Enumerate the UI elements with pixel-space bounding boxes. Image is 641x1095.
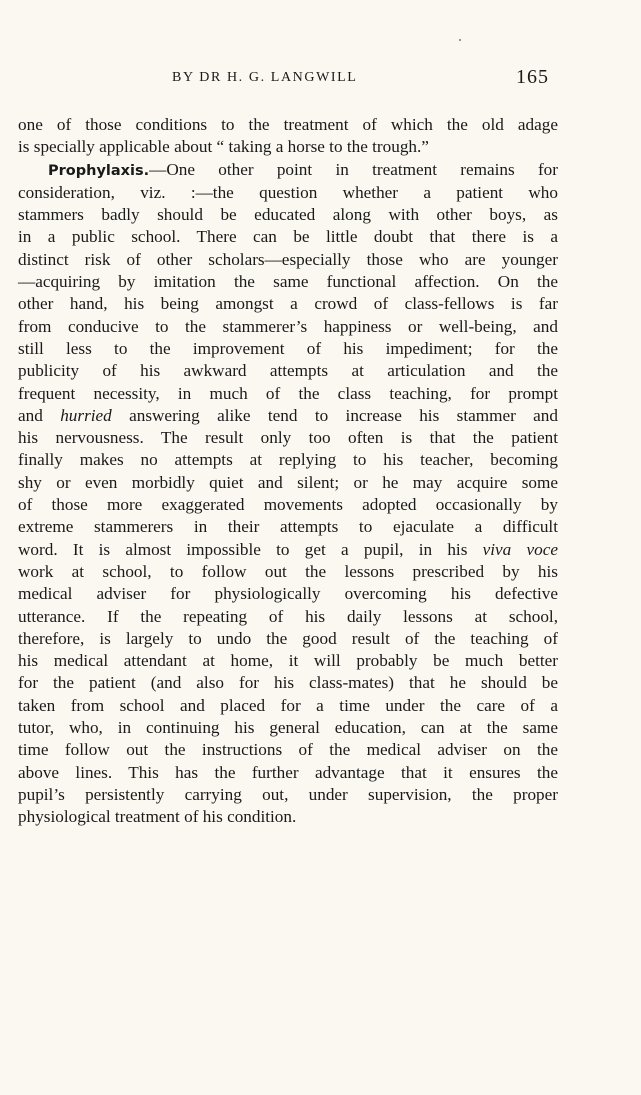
text-line: his medical attendant at home, it will probably be much better xyxy=(18,651,558,671)
text-line: other hand, his being amongst a crowd of class-fellows is far xyxy=(18,294,558,314)
running-head: BY DR H. G. LANGWILL xyxy=(172,70,358,85)
text-line: tutor, who, in continuing his general education, can at the same xyxy=(18,718,558,738)
text-line: finally makes no attempts at replying to his teacher, becoming xyxy=(18,450,558,470)
text-line: from conducive to the stammerer’s happiness or well-being, and xyxy=(18,316,558,336)
text-span: word. It is almost impossible to get a pupil, in his xyxy=(18,539,483,559)
page-number: 165 xyxy=(516,66,549,88)
text-line: taken from school and placed for a time under the care of a xyxy=(18,695,558,715)
text-span: —One other point in treatment remains for xyxy=(149,159,558,179)
page-header xyxy=(0,66,641,96)
text-line: is specially applicable about “ taking a horse to the trough.” xyxy=(18,137,429,157)
text-line: medical adviser for physiologically overcoming his defective xyxy=(18,584,558,604)
text-line: shy or even morbidly quiet and silent; or he may acquire some xyxy=(18,472,558,492)
text-line: stammers badly should be educated along with other boys, as xyxy=(18,205,558,225)
text-line: therefore, is largely to undo the good result of the teaching of xyxy=(18,628,558,648)
text-line: his nervousness. The result only too often is that the patient xyxy=(18,428,558,448)
text-line: in a public school. There can be little doubt that there is a xyxy=(18,227,558,247)
text-line: extreme stammerers in their attempts to ejaculate a difficult xyxy=(18,517,558,537)
section-label: Prophylaxis. xyxy=(48,162,150,179)
text-line: work at school, to follow out the lessons prescribed by his xyxy=(18,561,558,581)
speck xyxy=(459,39,461,41)
text-line: for the patient (and also for his class-mates) that he should be xyxy=(18,673,558,693)
text-line: publicity of his awkward attempts at articulation and the xyxy=(18,361,558,381)
text-span: and xyxy=(18,405,61,425)
text-line: —acquiring by imitation the same functional affection. On the xyxy=(18,272,558,292)
body-text xyxy=(18,114,558,829)
text-line: frequent necessity, in much of the class teaching, for prompt xyxy=(18,383,558,403)
text-line: consideration, viz. :—the question whether a patient who xyxy=(18,182,558,202)
text-line: physiological treatment of his condition. xyxy=(18,807,297,827)
text-span: answering alike tend to increase his stammer and xyxy=(111,405,558,425)
italic-text: viva voce xyxy=(482,539,558,559)
text-line: one of those conditions to the treatment of which the old adage xyxy=(18,115,558,134)
text-line: utterance. If the repeating of his daily lessons at school, xyxy=(18,606,558,626)
text-line xyxy=(18,539,558,561)
text-line xyxy=(18,159,558,182)
text-line: pupil’s persistently carrying out, under supervision, the proper xyxy=(18,784,558,804)
text-line: time follow out the instructions of the medical adviser on the xyxy=(18,740,558,760)
text-line: distinct risk of other scholars—especially those who are younger xyxy=(18,249,558,269)
text-line xyxy=(18,405,558,427)
text-line: above lines. This has the further advantage that it ensures the xyxy=(18,762,558,782)
text-line: of those more exaggerated movements adopted occasionally by xyxy=(18,495,558,515)
italic-text: hurried xyxy=(60,405,112,425)
text-line: still less to the improvement of his impediment; for the xyxy=(18,338,558,358)
